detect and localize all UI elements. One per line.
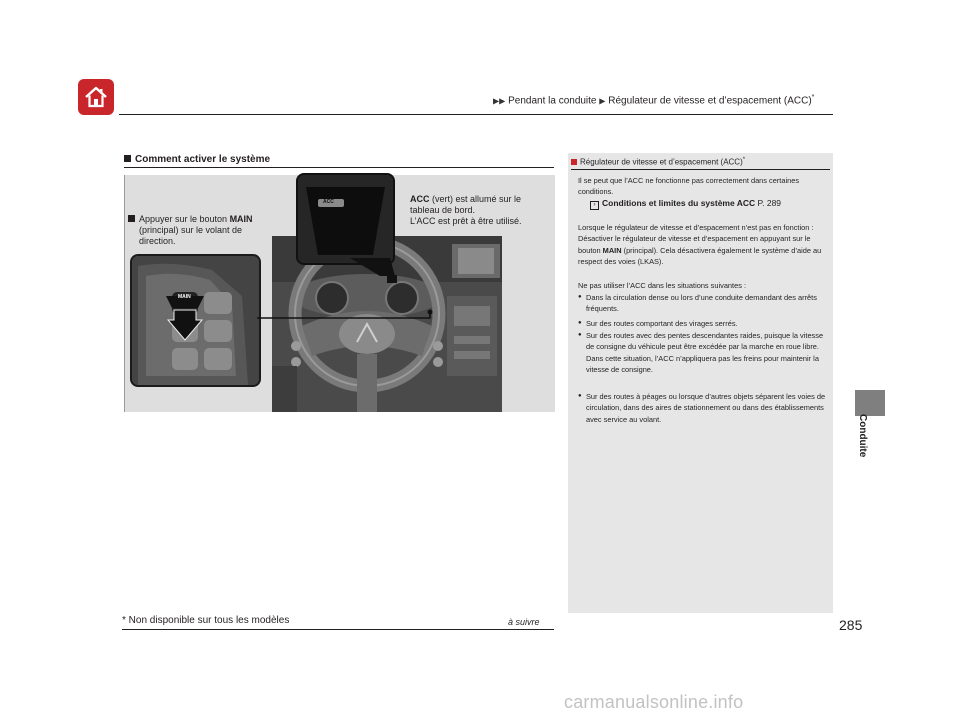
chapter-tab[interactable] bbox=[855, 390, 885, 416]
instrument-panel-closeup bbox=[296, 173, 395, 265]
breadcrumb-parent[interactable]: Pendant la conduite bbox=[508, 95, 597, 107]
note-bullet: ● Sur des routes comportant des virages serrés. bbox=[578, 318, 826, 329]
acc-indicator-label: ACC bbox=[323, 199, 334, 205]
section-divider bbox=[124, 167, 554, 168]
caption-square-icon bbox=[128, 215, 135, 222]
breadcrumb-arrow-icon: ▶ bbox=[599, 96, 606, 106]
steering-button-closeup bbox=[130, 254, 261, 387]
watermark: carmanualsonline.info bbox=[564, 692, 744, 712]
page-number: 285 bbox=[839, 617, 863, 633]
breadcrumb-arrow-icon: ▶▶ bbox=[493, 96, 506, 106]
caption-acc-indicator: ACC (vert) est allumé sur le tableau de bord. L’ACC est prêt à être utilisé. bbox=[410, 194, 522, 226]
breadcrumb bbox=[493, 94, 814, 106]
note-square-icon bbox=[571, 159, 577, 165]
footnote: * Non disponible sur tous les modèles bbox=[122, 615, 290, 626]
reference-arrow-icon: › bbox=[590, 201, 599, 210]
main-button-label: MAIN bbox=[178, 294, 191, 300]
note-cross-reference[interactable]: › Conditions et limites du système ACC P. 289 bbox=[590, 198, 838, 210]
note-paragraph-3: Ne pas utiliser l’ACC dans les situations suivantes : bbox=[578, 281, 747, 290]
continued-label: à suivre bbox=[508, 617, 540, 627]
note-paragraph-1: Il se peut que l’ACC ne fonctionne pas correctement dans certaines conditions. bbox=[578, 176, 800, 197]
note-bullet: ● Sur des routes avec des pentes descendantes raides, puisque la vitesse de consigne du véhicule peut être excédée par la marche en roue libre. Dans cette situation, l’ACC n’appliquera pas les freins pour maintenir la vitesse de consigne. bbox=[578, 330, 826, 375]
home-button[interactable] bbox=[78, 79, 114, 115]
note-divider bbox=[571, 169, 830, 170]
note-bullet: ● Sur des routes à péages ou lorsque d’autres objets séparent les voies de circulation, dans des aires de stationnement ou dans des établissements avec service au volant. bbox=[578, 391, 826, 425]
home-icon bbox=[83, 84, 109, 110]
heading-square-icon bbox=[124, 155, 131, 162]
breadcrumb-current: Régulateur de vitesse et d’espacement (ACC) bbox=[608, 95, 812, 107]
header-divider bbox=[119, 114, 833, 115]
note-paragraph-2: Lorsque le régulateur de vitesse et d’espacement n’est pas en fonction : Désactiver le régulateur de vitesse et d’espacement en appuyant sur le bouton MAIN (principal). Cela désactivera également le système d’aide au respect des voies (LKAS). bbox=[578, 223, 822, 266]
footer-divider bbox=[122, 629, 554, 630]
chapter-tab-label: Conduite bbox=[857, 414, 868, 458]
breadcrumb-footnote-mark: * bbox=[811, 94, 815, 101]
note-bullet: ● Dans la circulation dense ou lors d’une conduite demandant des arrêts fréquents. bbox=[578, 292, 826, 315]
section-heading: Comment activer le système bbox=[124, 154, 270, 165]
caption-main-button: Appuyer sur le bouton MAIN (principal) sur le volant de direction. bbox=[128, 214, 278, 247]
note-title: Régulateur de vitesse et d’espacement (ACC)* bbox=[571, 157, 745, 167]
